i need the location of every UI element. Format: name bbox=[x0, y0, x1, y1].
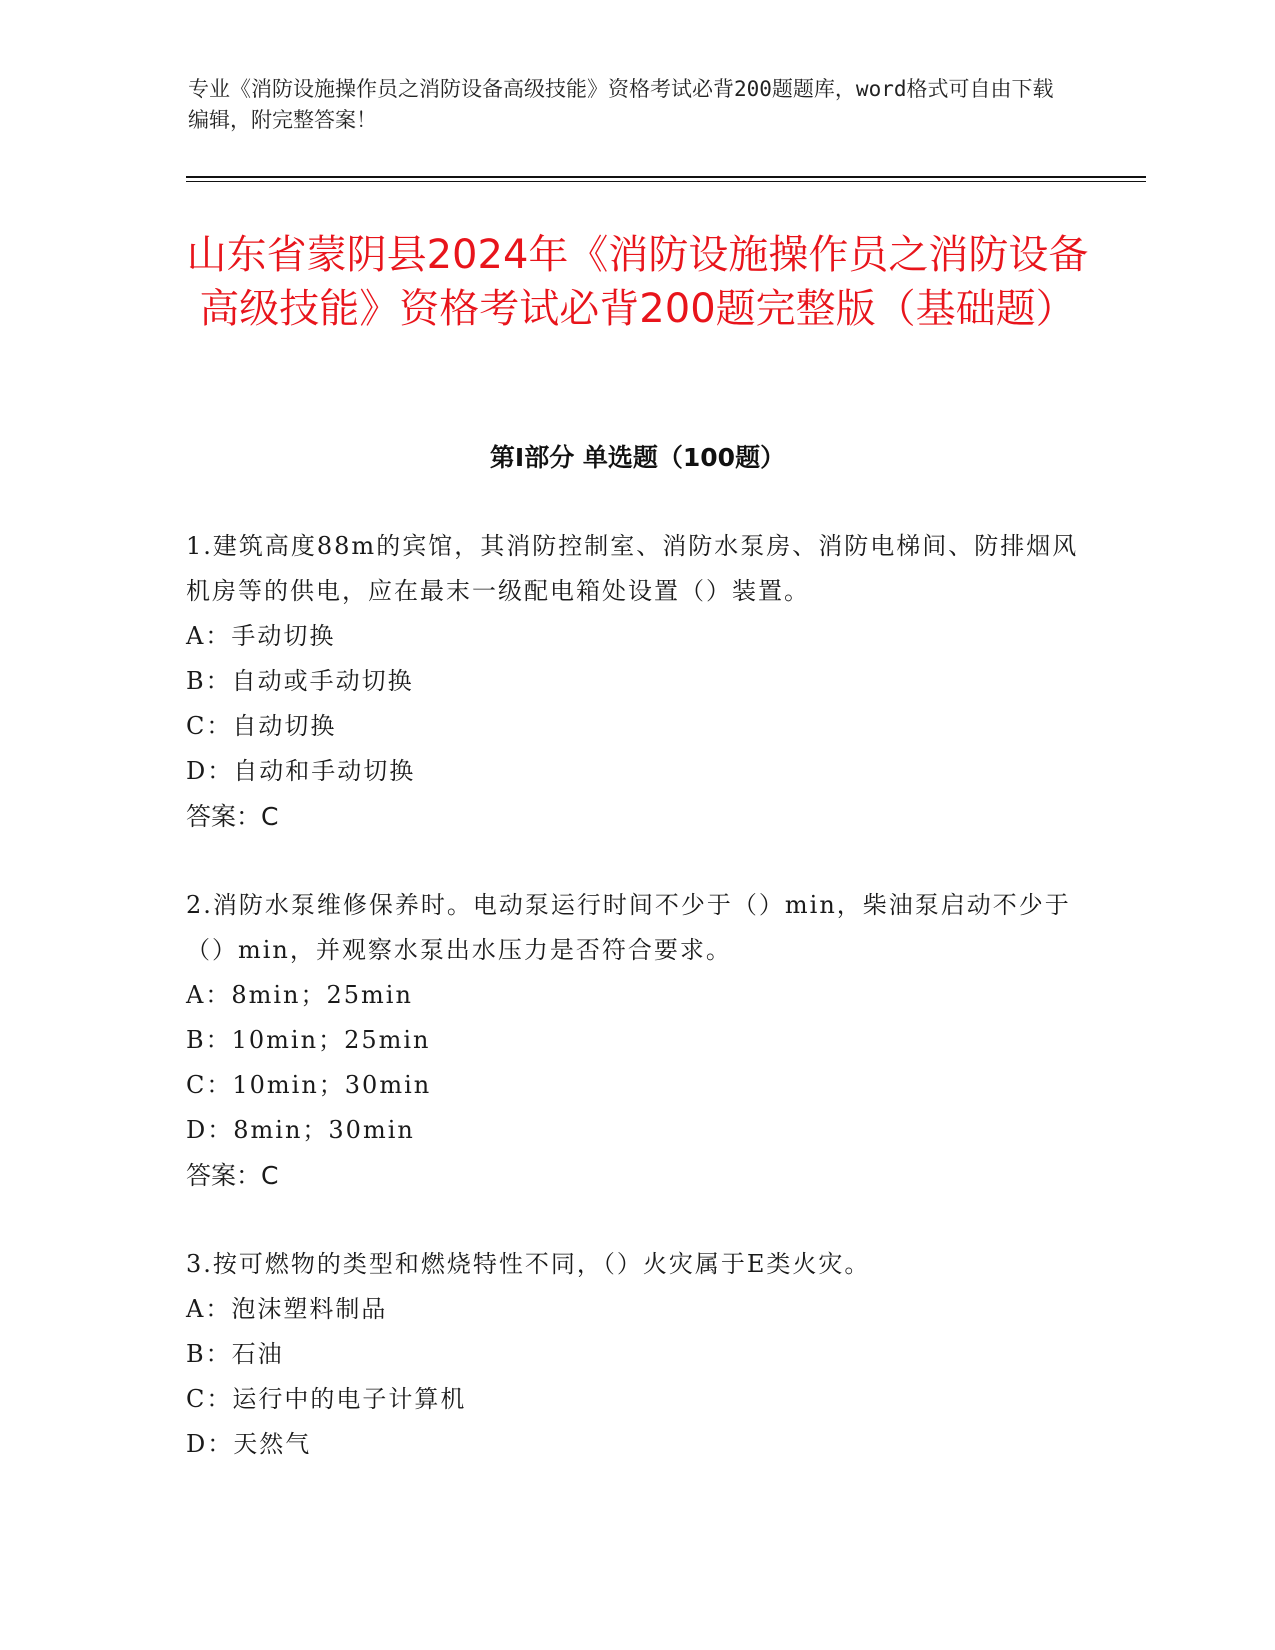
option-c: C：自动切换 bbox=[186, 712, 337, 740]
option-a: A：泡沫塑料制品 bbox=[186, 1295, 388, 1323]
section-heading: 第Ⅰ部分 单选题（100题） bbox=[489, 443, 786, 472]
option-d: D：天然气 bbox=[186, 1430, 312, 1458]
question-2 bbox=[186, 883, 1086, 1198]
header-divider-thick bbox=[186, 176, 1146, 178]
header-note: 专业《消防设施操作员之消防设备高级技能》资格考试必背200题题库，word格式可自由下载编辑，附完整答案！ bbox=[188, 77, 1054, 132]
question-list bbox=[186, 524, 1086, 1511]
option-b: B：自动或手动切换 bbox=[186, 667, 414, 695]
option-a: A：8min；25min bbox=[186, 981, 413, 1009]
question-stem: 1.建筑高度88m的宾馆，其消防控制室、消防水泵房、消防电梯间、防排烟风机房等的供电，应在最末一级配电箱处设置（）装置。 bbox=[186, 532, 1079, 605]
option-b: B：石油 bbox=[186, 1340, 284, 1368]
option-d: D：8min；30min bbox=[186, 1116, 415, 1144]
header-divider-thin bbox=[186, 181, 1146, 182]
option-b: B：10min；25min bbox=[186, 1026, 431, 1054]
document-title: 山东省蒙阴县2024年《消防设施操作员之消防设备高级技能》资格考试必背200题完整版（基础题） bbox=[186, 232, 1089, 332]
answer: 答案：C bbox=[186, 802, 279, 831]
option-a: A：手动切换 bbox=[186, 622, 336, 650]
question-stem: 2.消防水泵维修保养时。电动泵运行时间不少于（）min，柴油泵启动不少于（）min，并观察水泵出水压力是否符合要求。 bbox=[186, 891, 1071, 964]
option-c: C：运行中的电子计算机 bbox=[186, 1385, 467, 1413]
option-c: C：10min；30min bbox=[186, 1071, 432, 1099]
question-stem: 3.按可燃物的类型和燃烧特性不同，（）火灾属于E类火灾。 bbox=[186, 1250, 871, 1278]
question-1 bbox=[186, 524, 1086, 839]
option-d: D：自动和手动切换 bbox=[186, 757, 416, 785]
question-3 bbox=[186, 1242, 1086, 1467]
answer: 答案：C bbox=[186, 1161, 279, 1190]
